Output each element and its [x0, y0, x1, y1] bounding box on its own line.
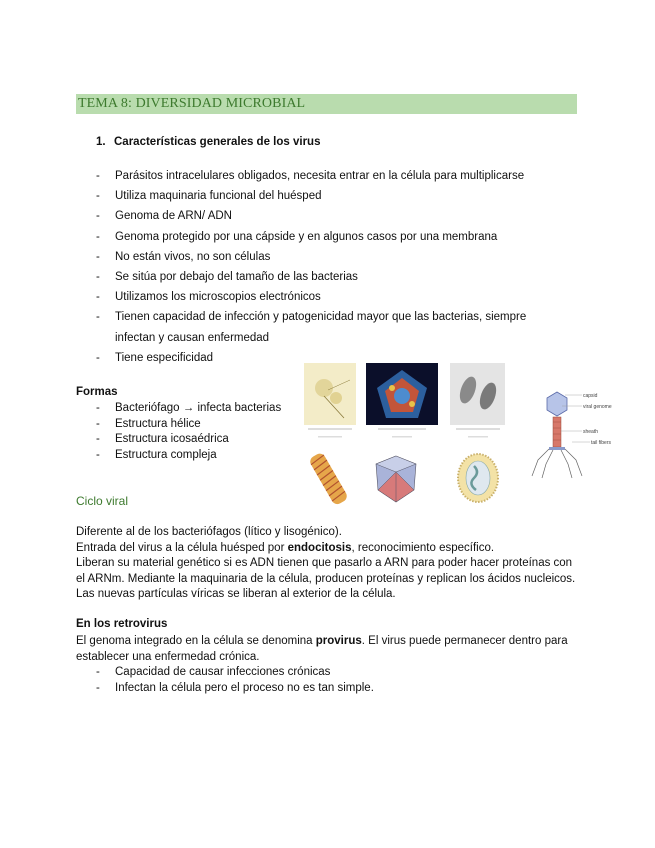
bullet-marker: -	[96, 311, 100, 324]
section-heading	[96, 136, 320, 148]
page-title: TEMA 8: DIVERSIDAD MICROBIAL	[78, 96, 306, 111]
section-title: Características generales de los virus	[114, 136, 321, 148]
list-item: - Capacidad de causar infecciones crónicas	[96, 665, 374, 681]
diagram-label: tail fibers	[591, 440, 612, 446]
enveloped-virus-micrograph	[450, 363, 505, 438]
list-item: - Estructura icosaédrica	[96, 432, 281, 448]
formas-list	[96, 401, 281, 463]
list-item: - Genoma protegido por una cápside y en algunos casos por una membrana	[96, 227, 575, 247]
section-number: 1.	[96, 136, 106, 148]
bullet-marker: -	[96, 402, 100, 414]
highlight-term: endocitosis	[287, 541, 352, 554]
list-item: - Tiene especificidad	[96, 348, 575, 368]
diagram-label: capsid	[583, 393, 598, 399]
list-item: - Tienen capacidad de infección y patogenicidad mayor que las bacterias, siempre infectan y causan enfermedad	[96, 307, 555, 347]
bullet-marker: -	[96, 681, 100, 694]
bullet-marker: -	[96, 170, 100, 182]
bullet-marker: -	[96, 271, 100, 284]
bullet-marker: -	[96, 448, 100, 461]
list-item: - No están vivos, no son células	[96, 247, 575, 267]
list-item: - Parásitos intracelulares obligados, necesita entrar en la célula para multiplicarse	[96, 166, 575, 186]
characteristics-list	[96, 166, 575, 368]
bullet-marker: -	[96, 210, 100, 223]
bullet-marker: -	[96, 351, 100, 364]
list-item: - Utilizamos los microscopios electrónicos	[96, 287, 575, 307]
virus-images	[300, 360, 630, 510]
bacteriophage-diagram	[532, 392, 612, 478]
bullet-marker: -	[96, 190, 100, 203]
list-item: - Genoma de ARN/ ADN	[96, 206, 575, 226]
bullet-marker: -	[96, 230, 100, 243]
diagram-label: viral genome	[583, 404, 612, 410]
bullet-marker: -	[96, 433, 100, 445]
diagram-label: sheath	[583, 429, 599, 435]
bacteriophage-micrograph	[304, 363, 356, 438]
formas-heading: Formas	[76, 386, 118, 398]
bullet-marker: -	[96, 250, 100, 263]
list-item: - Estructura compleja	[96, 448, 281, 464]
bullet-marker: -	[96, 666, 100, 678]
list-item: - Infectan la célula pero el proceso no es tan simple.	[96, 681, 374, 697]
list-item: - Se sitúa por debajo del tamaño de las bacterias	[96, 267, 575, 287]
enveloped-virus-illustration	[458, 454, 498, 502]
ciclo-viral-text: Diferente al de los bacteriófagos (lítico y lisogénico). Entrada del virus a la célula huésped por endocitosis, reconocimiento específico. Liberan su material genético si es ADN tienen que pasarlo a ARN para poder hacer proteínas con el ARNm. Mediante la maquinaria de la célula, producen proteínas y replican los ácidos nucleicos. Las nuevas partículas víricas se liberan al exterior de la célula.	[76, 526, 576, 600]
bullet-marker: -	[96, 417, 100, 430]
list-item: - Utiliza maquinaria funcional del huésped	[96, 186, 575, 206]
ciclo-viral-heading: Ciclo viral	[76, 494, 129, 508]
icosahedral-model	[366, 363, 438, 438]
bullet-marker: -	[96, 291, 100, 304]
icosahedral-illustration	[376, 456, 416, 502]
list-item: - Bacteriófago → infecta bacterias	[96, 401, 281, 417]
highlight-term: provirus	[315, 635, 362, 647]
retrovirus-text: El genoma integrado en la célula se denomina provirus. El virus puede permanecer dentro para establecer una enfermedad crónica.	[76, 635, 568, 663]
retrovirus-list	[96, 665, 374, 696]
helical-virus-illustration	[308, 451, 349, 506]
title-bar	[76, 94, 577, 114]
list-item: - Estructura hélice	[96, 417, 281, 433]
retrovirus-heading: En los retrovirus	[76, 618, 168, 630]
